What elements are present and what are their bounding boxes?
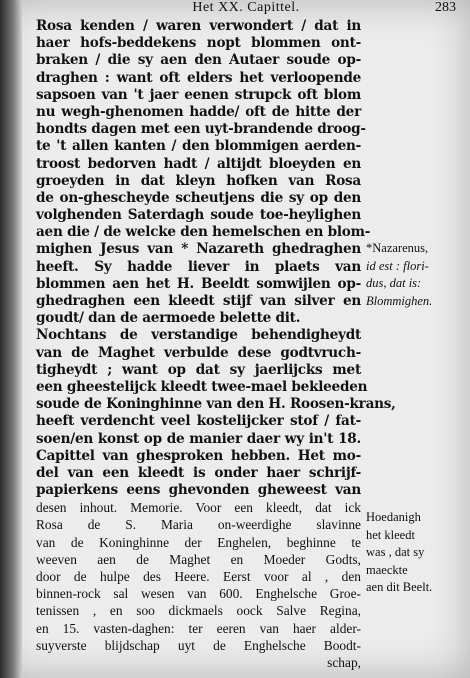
text-line: troost bedorven hadt / altijdt bloeyden en — [36, 155, 361, 172]
text-line: sapsoen van 't jaer eenen strupck oft blom — [36, 86, 361, 103]
margin-note-line: *Nazarenus, — [366, 241, 429, 255]
margin-note-line: Blommighen. — [366, 293, 433, 308]
text-line: goudt/ dan de aermoede belette dit. — [36, 310, 301, 327]
margin-note-line: was , dat sy — [366, 545, 425, 560]
text-line: aen die / de welcke den hemelschen en blom- — [36, 224, 371, 241]
running-head — [36, 0, 456, 18]
chapter-title: Het XX. Capittel. — [192, 0, 300, 15]
text-line: groeyden in dat kleyn hofken van Rosa — [36, 172, 361, 189]
text-line: soen/en konst op de manier daer wy in't 18. — [36, 430, 361, 447]
text-line: soude de Koninghinne van den H. Roosen-krans, — [36, 396, 396, 413]
margin-note-line: id est : flori- — [366, 258, 429, 273]
text-line: nu wegh-ghenomen hadde/ oft de hitte der — [36, 103, 361, 120]
text-line: binnen-rock sal wesen van 600. Enghelsche Groe- — [36, 586, 361, 602]
text-line: van de Maghet verbulde dese godtvruch- — [36, 344, 361, 361]
margin-note-line: het kleedt — [366, 527, 415, 542]
text-line: ghedraghen een kleedt stijf van silver en — [36, 293, 361, 309]
text-line: Rosa kenden / waren verwondert / dat in — [36, 18, 361, 34]
margin-note-line: Hoedanigh — [366, 510, 421, 524]
binding-gutter — [0, 0, 22, 678]
text-line: van de Koninghinne der Enghelen, beghinne te — [36, 534, 361, 550]
text-line: braken / die sy aen den Autaer soude op- — [36, 52, 361, 69]
text-line: volghenden Saterdagh soude toe-heylighen — [36, 207, 361, 224]
text-line: heeft. Sy hadde liever in plaets van — [36, 258, 361, 275]
text-line: haer hofs-beddekens nopt blommen ont- — [36, 35, 361, 52]
text-line: del van een kleedt is onder haer schrijf- — [36, 464, 361, 481]
text-line: hondts dagen met een uyt-brandende droog- — [36, 121, 366, 138]
margin-note-kleedt — [366, 509, 466, 597]
text-line: tigheydt ; want op dat sy jaerlijcks met — [36, 361, 361, 378]
text-line: Capittel van ghesproken hebben. Het mo- — [36, 447, 361, 464]
page-number: 283 — [435, 0, 456, 15]
text-line: door de hulpe des Heere. Eerst voor al , den — [36, 569, 361, 584]
text-line: desen inhout. Memorie. Voor een kleedt, dat ick — [36, 500, 361, 516]
margin-note-line: dus, dat is: — [366, 276, 422, 291]
text-line: een gheestelijck kleedt twee-mael bekleeden — [36, 378, 368, 395]
text-line: en 15. vasten-daghen: ter eeren van haer alder- — [36, 620, 361, 636]
text-line: Rosa de S. Maria on-weerdighe slavinne — [36, 517, 361, 533]
text-line: tenissen , en soo dickmaels oock Salve Regina, — [36, 603, 361, 619]
margin-note-line: maeckte — [366, 562, 408, 577]
margin-note-line: aen dit Beelt. — [366, 580, 433, 595]
text-line: suyverste blijdschap uyt de Enghelsche Boodt- — [36, 637, 361, 653]
text-line: mighen Jesus van * Nazareth ghedraghen — [36, 241, 361, 258]
text-line: weeven aen de Maghet en Moeder Godts, — [36, 551, 361, 567]
text-line: heeft verdencht veel kostelijcker stof / fat- — [36, 413, 361, 430]
text-line: papierkens eens ghevonden gheweest van — [36, 482, 361, 499]
text-line: te 't allen kanten / den blommigen aerden- — [36, 138, 361, 155]
text-line: blommen aen het H. Beeldt somwijlen op- — [36, 275, 361, 292]
text-line: Nochtans de verstandige behendigheydt — [36, 327, 361, 344]
text-line: de on-ghescheyde scheutjens die sy op den — [36, 189, 361, 206]
text-line: draghen : want oft elders het verloopende — [36, 69, 361, 86]
text-line: schap, — [327, 654, 361, 670]
margin-note-nazarenus — [366, 240, 466, 310]
